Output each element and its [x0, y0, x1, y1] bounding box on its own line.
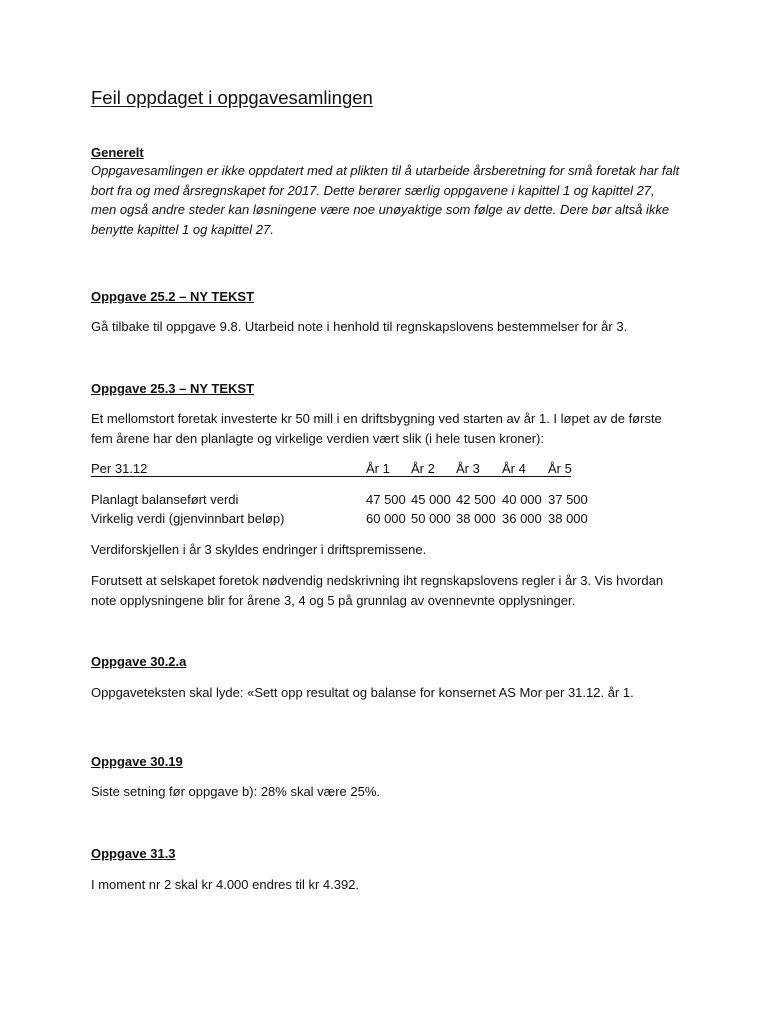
general-heading: Generelt	[91, 145, 144, 160]
table-cell: 40 000	[502, 492, 542, 507]
section-25-3-note: Verdiforskjellen i år 3 skyldes endringer i driftspremissene.	[91, 542, 427, 557]
table-cell: 37 500	[548, 492, 588, 507]
table-header-underline	[91, 476, 571, 477]
table-cell: 47 500	[366, 492, 406, 507]
section-heading-25-2: Oppgave 25.2 – NY TEKST	[91, 289, 255, 304]
section-heading-30-19: Oppgave 30.19	[91, 754, 183, 769]
document-title: Feil oppdaget i oppgavesamlingen	[91, 87, 373, 108]
table-cell: 42 500	[456, 492, 496, 507]
table-column-header: År 4	[502, 461, 526, 476]
table-cell: 38 000	[548, 511, 588, 526]
table-cell: 38 000	[456, 511, 496, 526]
table-row-label: Virkelig verdi (gjenvinnbart beløp)	[91, 511, 285, 526]
section-30-2-a-text: Oppgaveteksten skal lyde: «Sett opp resultat og balanse for konsernet AS Mor per 31.12. år 1.	[91, 685, 634, 700]
section-25-3-task: Forutsett at selskapet foretok nødvendig nedskrivning iht regnskapslovens regler i år 3. Vis hvordan note opplysningene blir for årene 3, 4 og 5 på grunnlag av ovennevnte opplysninger.	[91, 573, 664, 608]
section-31-3-text: I moment nr 2 skal kr 4.000 endres til kr 4.392.	[91, 877, 360, 892]
section-30-19-text: Siste setning før oppgave b): 28% skal være 25%.	[91, 784, 381, 799]
section-heading-31-3: Oppgave 31.3	[91, 846, 176, 861]
table-row-label: Planlagt balanseført verdi	[91, 492, 239, 507]
table-column-header: År 1	[366, 461, 390, 476]
table-cell: 36 000	[502, 511, 542, 526]
table-cell: 50 000	[411, 511, 451, 526]
table-column-header: År 5	[548, 461, 572, 476]
table-cell: 60 000	[366, 511, 406, 526]
table-column-header: År 2	[411, 461, 435, 476]
table-cell: 45 000	[411, 492, 451, 507]
table-header-label: Per 31.12	[91, 461, 148, 476]
section-25-3-intro: Et mellomstort foretak investerte kr 50 mill i en driftsbygning ved starten av år 1. I løpet av de første fem årene har den planlagte og virkelige verdien vært slik (i hele tusen kroner):	[91, 411, 662, 446]
general-text: Oppgavesamlingen er ikke oppdatert med at plikten til å utarbeide årsberetning for små foretak har falt bort fra og med årsregnskapet for 2017. Dette berører særlig oppgavene i kapittel 1 og kapittel 27, men også andre steder kan løsningene være noe unøyaktige som følge av dette. Dere bør altså ikke benytte kapittel 1 og kapittel 27.	[91, 163, 680, 237]
section-heading-25-3: Oppgave 25.3 – NY TEKST	[91, 381, 255, 396]
section-25-2-text: Gå tilbake til oppgave 9.8. Utarbeid note i henhold til regnskapslovens bestemmelser for år 3.	[91, 319, 628, 334]
section-heading-30-2-a: Oppgave 30.2.a	[91, 654, 187, 669]
table-column-header: År 3	[456, 461, 480, 476]
